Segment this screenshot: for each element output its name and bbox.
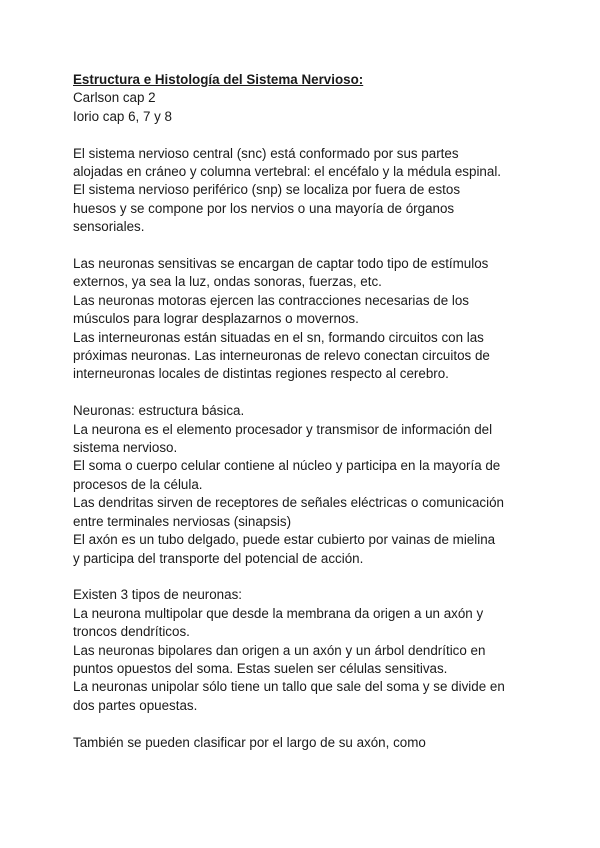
document-title: Estructura e Histología del Sistema Nervioso:: [73, 72, 364, 87]
text-line: Las neuronas motoras ejercen las contracciones necesarias de los: [73, 292, 469, 308]
text-line: Las interneuronas están situadas en el sn, formando circuitos con las: [73, 329, 484, 345]
text-line: La neuronas unipolar sólo tiene un tallo que sale del soma y se divide en: [73, 679, 505, 695]
text-line: La neurona multipolar que desde la membrana da origen a un axón y: [73, 605, 484, 621]
text-line: huesos y se compone por los nervios o una mayoría de órganos: [73, 200, 455, 216]
reference-line: Carlson cap 2: [73, 90, 156, 106]
text-line: próximas neuronas. Las interneuronas de relevo conectan circuitos de: [73, 348, 490, 364]
paragraph-sistema-nervioso: [73, 145, 543, 237]
text-line: entre terminales nerviosas (sinapsis): [73, 513, 292, 529]
text-line: dos partes opuestas.: [73, 697, 198, 713]
text-line: interneuronas locales de distintas regiones respecto al cerebro.: [73, 366, 449, 382]
text-line: El soma o cuerpo celular contiene al núcleo y participa en la mayoría de: [73, 458, 501, 474]
text-line: Las neuronas sensitivas se encargan de captar todo tipo de estímulos: [73, 256, 489, 272]
text-line: procesos de la célula.: [73, 476, 203, 492]
text-line: El axón es un tubo delgado, puede estar cubierto por vainas de mielina: [73, 532, 496, 548]
text-line: externos, ya sea la luz, ondas sonoras, fuerzas, etc.: [73, 274, 382, 290]
text-line: La neurona es el elemento procesador y transmisor de información del: [73, 421, 493, 437]
text-line: Existen 3 tipos de neuronas:: [73, 587, 242, 603]
document-body: [73, 71, 543, 752]
text-line: y participa del transporte del potencial de acción.: [73, 550, 364, 566]
text-line: También se pueden clasificar por el largo de su axón, como: [73, 734, 426, 750]
text-line: sistema nervioso.: [73, 440, 178, 456]
text-line: músculos para lograr desplazarnos o movernos.: [73, 311, 359, 327]
text-line: El sistema nervioso central (snc) está conformado por sus partes: [73, 145, 459, 161]
text-line: Neuronas: estructura básica.: [73, 403, 245, 419]
text-line: Las dendritas sirven de receptores de señales eléctricas o comunicación: [73, 495, 504, 511]
text-line: puntos opuestos del soma. Estas suelen ser células sensitivas.: [73, 660, 448, 676]
text-line: Las neuronas bipolares dan origen a un axón y un árbol dendrítico en: [73, 642, 486, 658]
paragraph-tipos-neuronas: [73, 586, 543, 715]
paragraph-tipos-funcionales: [73, 255, 543, 384]
text-line: El sistema nervioso periférico (snp) se localiza por fuera de estos: [73, 182, 461, 198]
text-line: sensoriales.: [73, 219, 145, 235]
paragraph-estructura-basica: [73, 402, 543, 568]
text-line: troncos dendríticos.: [73, 624, 190, 640]
text-line: alojadas en cráneo y columna vertebral: el encéfalo y la médula espinal.: [73, 164, 502, 180]
paragraph-clasificacion-axon: [73, 734, 543, 752]
reference-line: Iorio cap 6, 7 y 8: [73, 108, 172, 124]
